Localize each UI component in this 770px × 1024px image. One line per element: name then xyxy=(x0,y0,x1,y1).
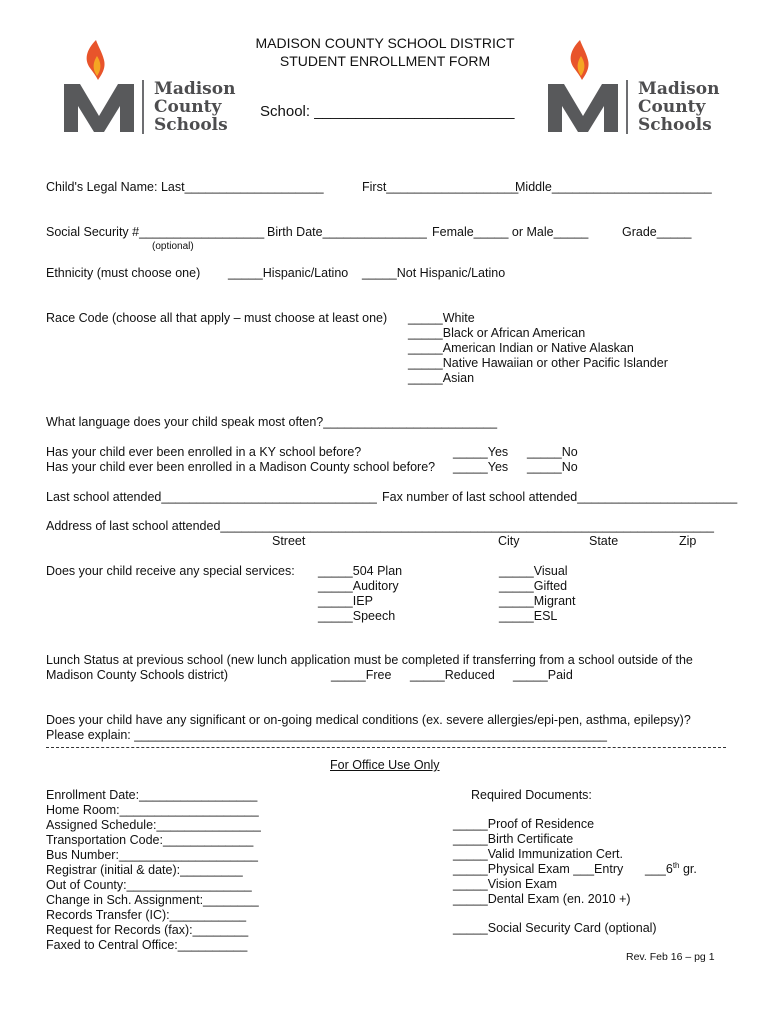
school-field[interactable]: School: ________________________ xyxy=(260,103,515,120)
office-field[interactable]: Enrollment Date:_________________ xyxy=(46,788,258,802)
address-state-label: State xyxy=(589,534,619,548)
madison-enrolled-yes[interactable]: _____Yes xyxy=(453,460,509,474)
birth-date-field[interactable]: Birth Date_______________ xyxy=(267,225,427,239)
ethnicity-label: Ethnicity (must choose one) xyxy=(46,266,201,280)
lunch-reduced-option[interactable]: _____Reduced xyxy=(410,668,495,682)
service-option[interactable]: _____504 Plan xyxy=(318,564,403,578)
gender-field[interactable]: Female_____ or Male_____ xyxy=(432,225,589,239)
document-checkbox[interactable]: _____Physical Exam ___Entry xyxy=(453,862,624,876)
fax-last-school-field[interactable]: Fax number of last school attended_______________________ xyxy=(382,490,738,504)
race-label: Race Code (choose all that apply – must choose at least one) xyxy=(46,311,388,325)
revision-footer: Rev. Feb 16 – pg 1 xyxy=(626,951,715,963)
office-field[interactable]: Change in Sch. Assignment:________ xyxy=(46,893,259,907)
logo-wordmark: Madison County Schools xyxy=(142,80,235,134)
madison-enrolled-question: Has your child ever been enrolled in a Madison County school before? xyxy=(46,460,436,474)
lunch-paid-option[interactable]: _____Paid xyxy=(513,668,573,682)
office-field[interactable]: Assigned Schedule:_______________ xyxy=(46,818,261,832)
service-option[interactable]: _____Visual xyxy=(499,564,568,578)
required-documents-label: Required Documents: xyxy=(471,788,592,802)
form-title-line2: STUDENT ENROLLMENT FORM xyxy=(279,53,491,69)
language-field[interactable]: What language does your child speak most often?_________________________ xyxy=(46,415,498,429)
logo-wordmark: Madison County Schools xyxy=(626,80,719,134)
ethnicity-hispanic-option[interactable]: _____Hispanic/Latino xyxy=(228,266,349,280)
office-field[interactable]: Records Transfer (IC):___________ xyxy=(46,908,247,922)
form-title-line1: MADISON COUNTY SCHOOL DISTRICT xyxy=(255,35,515,51)
document-checkbox[interactable]: _____Dental Exam (en. 2010 +) xyxy=(453,892,631,906)
social-security-card-checkbox[interactable]: _____Social Security Card (optional) xyxy=(453,921,657,935)
last-school-field[interactable]: Last school attended_______________________________ xyxy=(46,490,377,504)
office-field[interactable]: Registrar (initial & date):_________ xyxy=(46,863,243,877)
child-middle-name-field[interactable]: Middle_______________________ xyxy=(515,180,712,194)
grade-field[interactable]: Grade_____ xyxy=(622,225,692,239)
race-option[interactable]: _____Black or African American xyxy=(408,326,586,340)
medical-explain-field[interactable]: Please explain: ____________________________________________________________________ xyxy=(46,728,607,742)
service-option[interactable]: _____Migrant xyxy=(499,594,576,608)
service-option[interactable]: _____IEP xyxy=(318,594,373,608)
office-field[interactable]: Transportation Code:_____________ xyxy=(46,833,254,847)
flame-m-icon xyxy=(62,36,137,136)
document-checkbox[interactable]: _____Valid Immunization Cert. xyxy=(453,847,623,861)
office-field[interactable]: Faxed to Central Office:__________ xyxy=(46,938,248,952)
sixth-grade-exam-checkbox[interactable]: ___6th gr. xyxy=(645,860,697,876)
service-option[interactable]: _____Gifted xyxy=(499,579,568,593)
address-city-label: City xyxy=(498,534,520,548)
office-field[interactable]: Out of County:__________________ xyxy=(46,878,252,892)
office-use-heading: For Office Use Only xyxy=(330,758,440,772)
child-first-name-field[interactable]: First___________________ xyxy=(362,180,519,194)
ssn-optional-note: (optional) xyxy=(152,241,194,252)
office-field[interactable]: Home Room:____________________ xyxy=(46,803,259,817)
document-checkbox[interactable]: _____Proof of Residence xyxy=(453,817,595,831)
district-logo-right xyxy=(546,36,746,141)
race-option[interactable]: _____American Indian or Native Alaskan xyxy=(408,341,634,355)
section-divider xyxy=(46,747,726,748)
address-zip-label: Zip xyxy=(679,534,697,548)
race-option[interactable]: _____Native Hawaiian or other Pacific Islander xyxy=(408,356,668,370)
ky-enrolled-question: Has your child ever been enrolled in a KY school before? xyxy=(46,445,362,459)
address-last-school-field[interactable]: Address of last school attended_______________________________________________________________________ xyxy=(46,519,714,533)
ky-enrolled-no[interactable]: _____No xyxy=(527,445,578,459)
madison-enrolled-no[interactable]: _____No xyxy=(527,460,578,474)
ethnicity-not-hispanic-option[interactable]: _____Not Hispanic/Latino xyxy=(362,266,506,280)
child-last-name-field[interactable]: Child's Legal Name: Last____________________ xyxy=(46,180,324,194)
service-option[interactable]: _____Speech xyxy=(318,609,396,623)
lunch-status-text: Lunch Status at previous school (new lunch application must be completed if transferring from a school outside of the xyxy=(46,653,693,667)
lunch-status-text-2: Madison County Schools district) xyxy=(46,668,229,682)
flame-m-icon xyxy=(546,36,621,136)
race-option[interactable]: _____Asian xyxy=(408,371,475,385)
race-option[interactable]: _____White xyxy=(408,311,475,325)
document-checkbox[interactable]: _____Birth Certificate xyxy=(453,832,574,846)
medical-question: Does your child have any significant or on-going medical conditions (ex. severe allergies/epi-pen, asthma, epilepsy)? xyxy=(46,713,691,727)
ky-enrolled-yes[interactable]: _____Yes xyxy=(453,445,509,459)
office-field[interactable]: Request for Records (fax):________ xyxy=(46,923,249,937)
ssn-field[interactable]: Social Security #__________________ xyxy=(46,225,265,239)
office-field[interactable]: Bus Number:____________________ xyxy=(46,848,258,862)
special-services-label: Does your child receive any special services: xyxy=(46,564,295,578)
service-option[interactable]: _____ESL xyxy=(499,609,558,623)
address-street-label: Street xyxy=(272,534,306,548)
service-option[interactable]: _____Auditory xyxy=(318,579,399,593)
document-checkbox[interactable]: _____Vision Exam xyxy=(453,877,558,891)
lunch-free-option[interactable]: _____Free xyxy=(331,668,392,682)
